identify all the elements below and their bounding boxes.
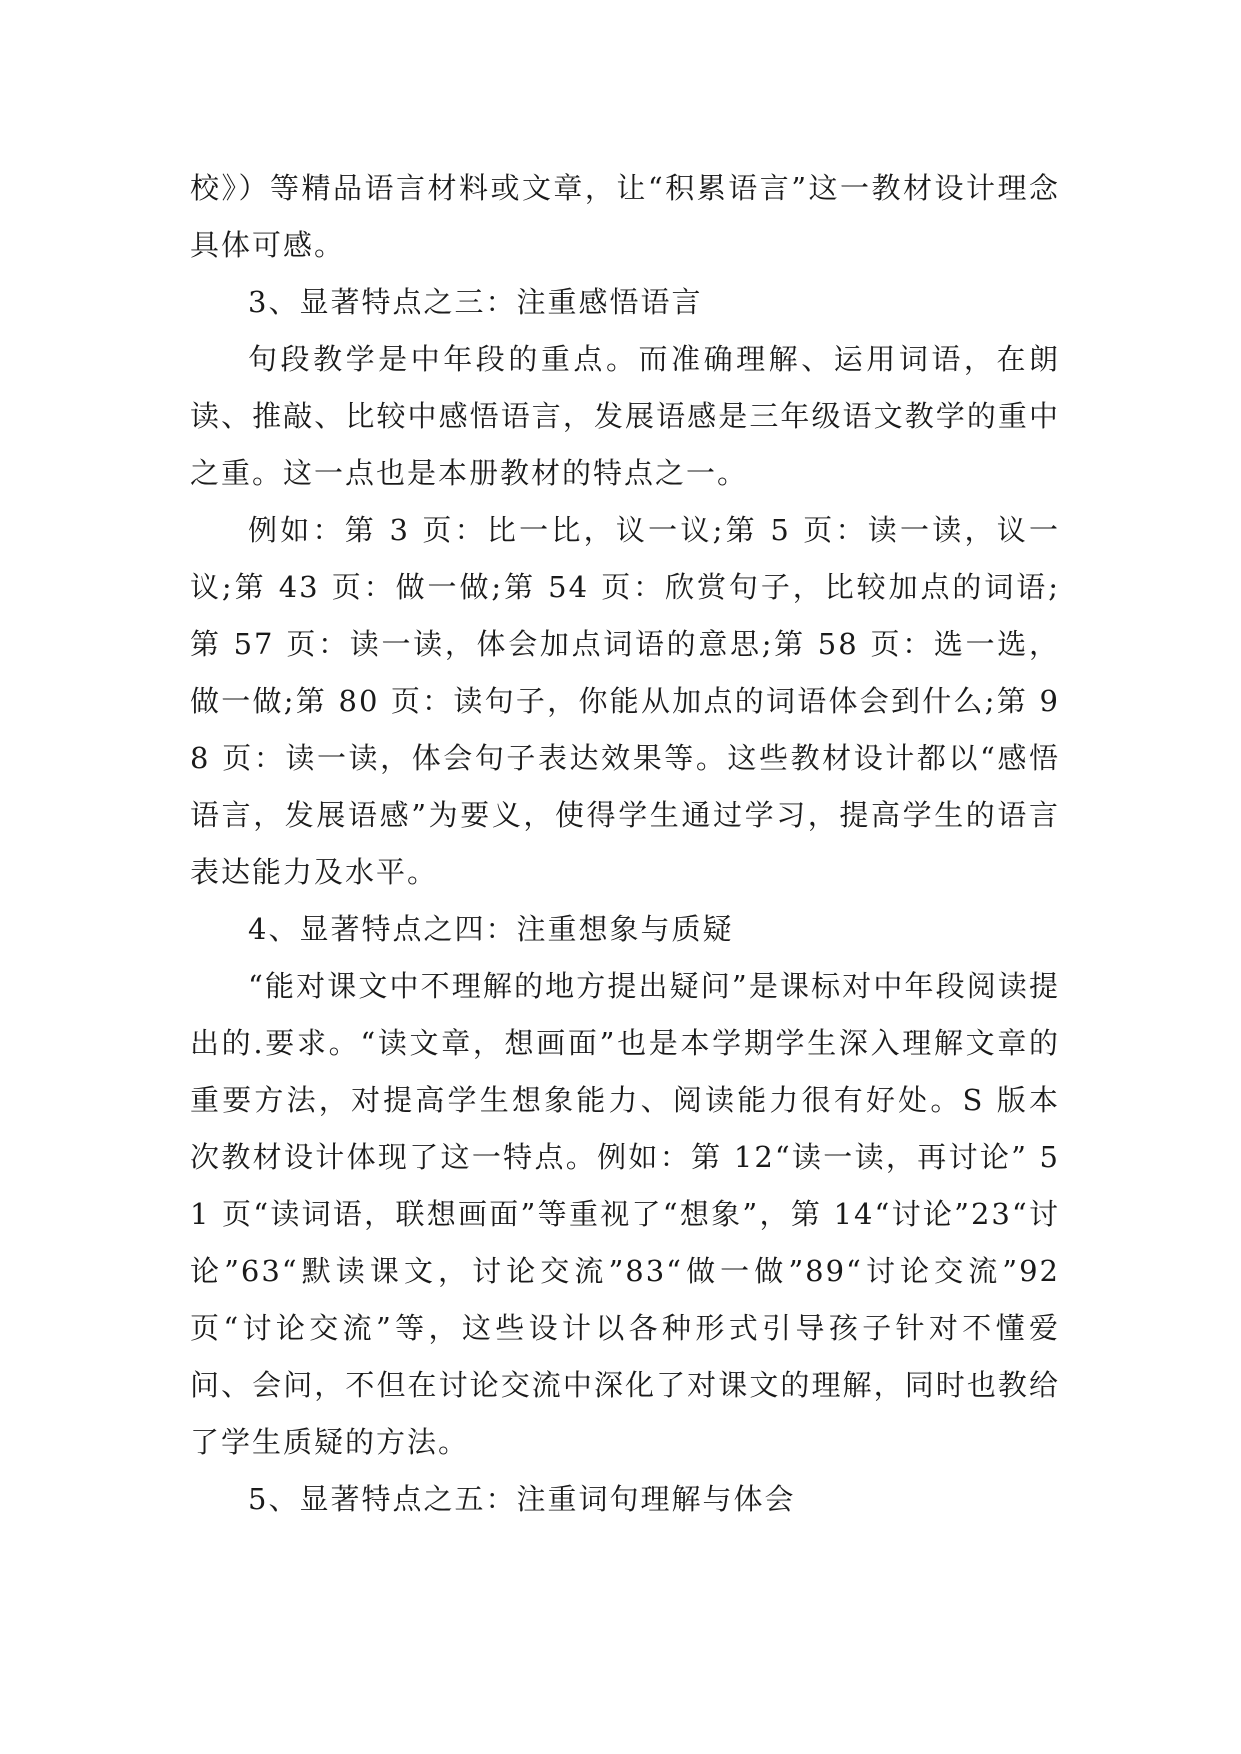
section-heading-5: 5、显著特点之五：注重词句理解与体会 <box>248 1482 796 1516</box>
section-heading-4: 4、显著特点之四：注重想象与质疑 <box>248 912 734 946</box>
paragraph-imagination-questioning: “能对课文中不理解的地方提出疑问”是课标对中年段阅读提出的.要求。“读文章，想画面”也是本学期学生深入理解文章的重要方法，对提高学生想象能力、阅读能力很有好处。S 版本次教材设计体现了这一特点。例如：第 12“读一读，再讨论” 51 页“读词语，联想画面”等重视了“想象”，第 14“讨论”23“讨论”63“默读课文，讨论交流”83“做一做”89“讨论交流”92 页“讨论交流”等，这些设计以各种形式引导孩子针对不懂爱问、会问，不但在讨论交流中深化了对课文的理解，同时也教给了学生质疑的方法。 <box>190 969 1060 1459</box>
document-body <box>190 160 1060 1528</box>
section-heading-3: 3、显著特点之三：注重感悟语言 <box>248 285 703 319</box>
paragraph-sentence-teaching: 句段教学是中年段的重点。而准确理解、运用词语，在朗读、推敲、比较中感悟语言，发展语感是三年级语文教学的重中之重。这一点也是本册教材的特点之一。 <box>190 342 1060 490</box>
paragraph-continuation: 校》）等精品语言材料或文章，让“积累语言”这一教材设计理念具体可感。 <box>190 171 1060 262</box>
paragraph-examples-language: 例如：第 3 页：比一比，议一议;第 5 页：读一读，议一议;第 43 页：做一做;第 54 页：欣赏句子，比较加点的词语;第 57 页：读一读，体会加点词语的意思;第 58 页：选一选，做一做;第 80 页：读句子，你能从加点的词语体会到什么;第 98 页：读一读，体会句子表达效果等。这些教材设计都以“感悟语言，发展语感”为要义，使得学生通过学习，提高学生的语言表达能力及水平。 <box>190 513 1060 889</box>
